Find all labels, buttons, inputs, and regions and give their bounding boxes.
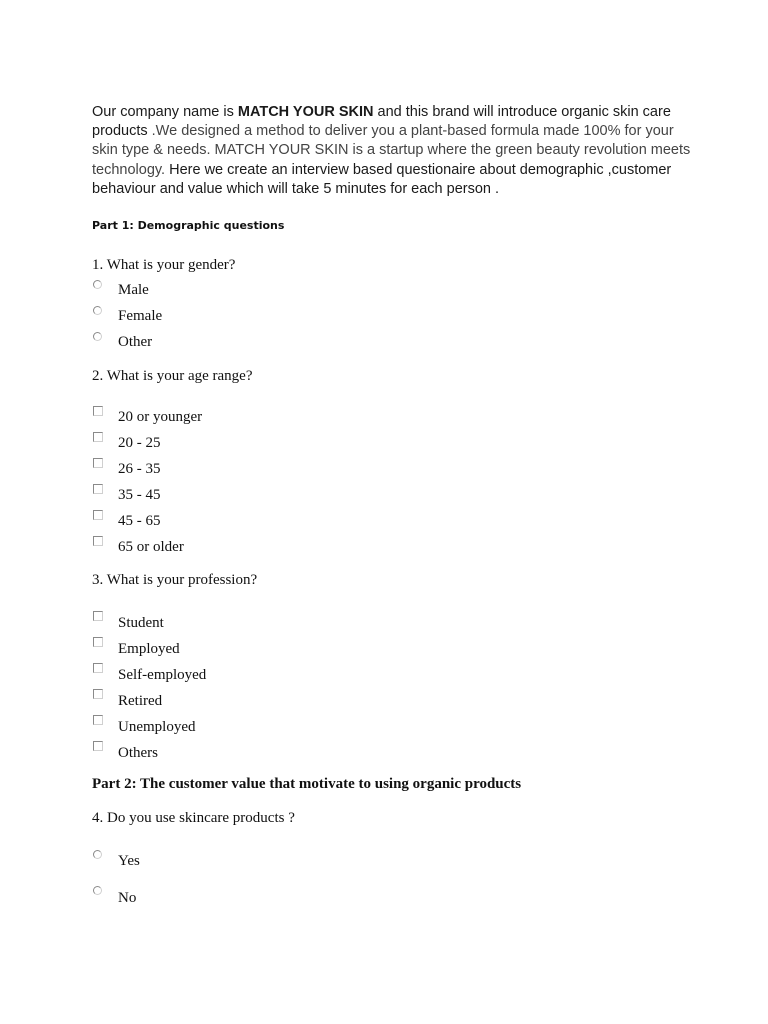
option-label: 65 or older (118, 539, 184, 555)
checkbox[interactable] (93, 458, 103, 468)
option-label: Female (118, 308, 163, 324)
intro-text-4: Here we create an interview based questionaire about demographic ,customer behaviour and value which will take 5 minutes for each person . (92, 161, 672, 197)
option-age-45-65[interactable] (0, 508, 400, 528)
part2-heading: Part 2: The customer value that motivate to using organic products (92, 776, 522, 792)
radio-button[interactable] (93, 850, 102, 859)
option-label: Unemployed (118, 719, 196, 735)
option-retired[interactable] (0, 687, 400, 707)
option-age-65-or-older[interactable] (0, 534, 400, 554)
option-label: 20 - 25 (118, 435, 161, 451)
intro-text-3: .We designed a method to deliver you a plant-based formula made 100% for your skin type & needs. MATCH YOUR SKIN is a startup where the green beauty revolution meets technology. (92, 123, 691, 178)
option-no[interactable] (0, 884, 400, 904)
radio-button[interactable] (93, 280, 102, 289)
checkbox[interactable] (93, 715, 103, 725)
option-other[interactable] (0, 330, 400, 350)
checkbox[interactable] (93, 406, 103, 416)
option-unemployed[interactable] (0, 713, 400, 733)
option-label: Other (118, 334, 153, 350)
option-label: Retired (118, 693, 163, 709)
radio-button[interactable] (93, 886, 102, 895)
question-gender: 1. What is your gender? (92, 257, 236, 273)
checkbox[interactable] (93, 536, 103, 546)
option-label: Male (118, 282, 149, 298)
option-self-employed[interactable] (0, 661, 400, 681)
question-profession: 3. What is your profession? (92, 572, 258, 588)
checkbox[interactable] (93, 689, 103, 699)
option-label: Student (118, 615, 164, 631)
option-label: No (118, 890, 137, 906)
question-age-range: 2. What is your age range? (92, 368, 253, 384)
option-student[interactable] (0, 609, 400, 629)
option-label: 35 - 45 (118, 487, 161, 503)
option-female[interactable] (0, 304, 400, 324)
brand-name: MATCH YOUR SKIN (237, 104, 374, 120)
option-label: Others (118, 745, 158, 761)
option-employed[interactable] (0, 635, 400, 655)
option-label: Employed (118, 641, 180, 657)
intro-text-1: Our company name is (92, 104, 238, 120)
checkbox[interactable] (93, 432, 103, 442)
checkbox[interactable] (93, 510, 103, 520)
option-age-26-35[interactable] (0, 456, 400, 476)
option-age-20-25[interactable] (0, 430, 400, 450)
option-age-20-or-younger[interactable] (0, 404, 400, 424)
option-label: 26 - 35 (118, 461, 161, 477)
option-label: Self-employed (118, 667, 207, 683)
option-label: 45 - 65 (118, 513, 161, 529)
intro-text-2: and this brand will introduce organic skin care products (92, 104, 671, 140)
checkbox[interactable] (93, 741, 103, 751)
option-label: Yes (118, 853, 140, 869)
checkbox[interactable] (93, 484, 103, 494)
checkbox[interactable] (93, 663, 103, 673)
part1-heading: Part 1: Demographic questions (92, 219, 285, 232)
intro-paragraph (92, 103, 692, 199)
checkbox[interactable] (93, 611, 103, 621)
checkbox[interactable] (93, 637, 103, 647)
option-others[interactable] (0, 739, 400, 759)
option-age-35-45[interactable] (0, 482, 400, 502)
question-use-skincare: 4. Do you use skincare products ? (92, 810, 295, 826)
option-male[interactable] (0, 278, 400, 298)
option-label: 20 or younger (118, 409, 203, 425)
radio-button[interactable] (93, 332, 102, 341)
option-yes[interactable] (0, 848, 400, 868)
radio-button[interactable] (93, 306, 102, 315)
